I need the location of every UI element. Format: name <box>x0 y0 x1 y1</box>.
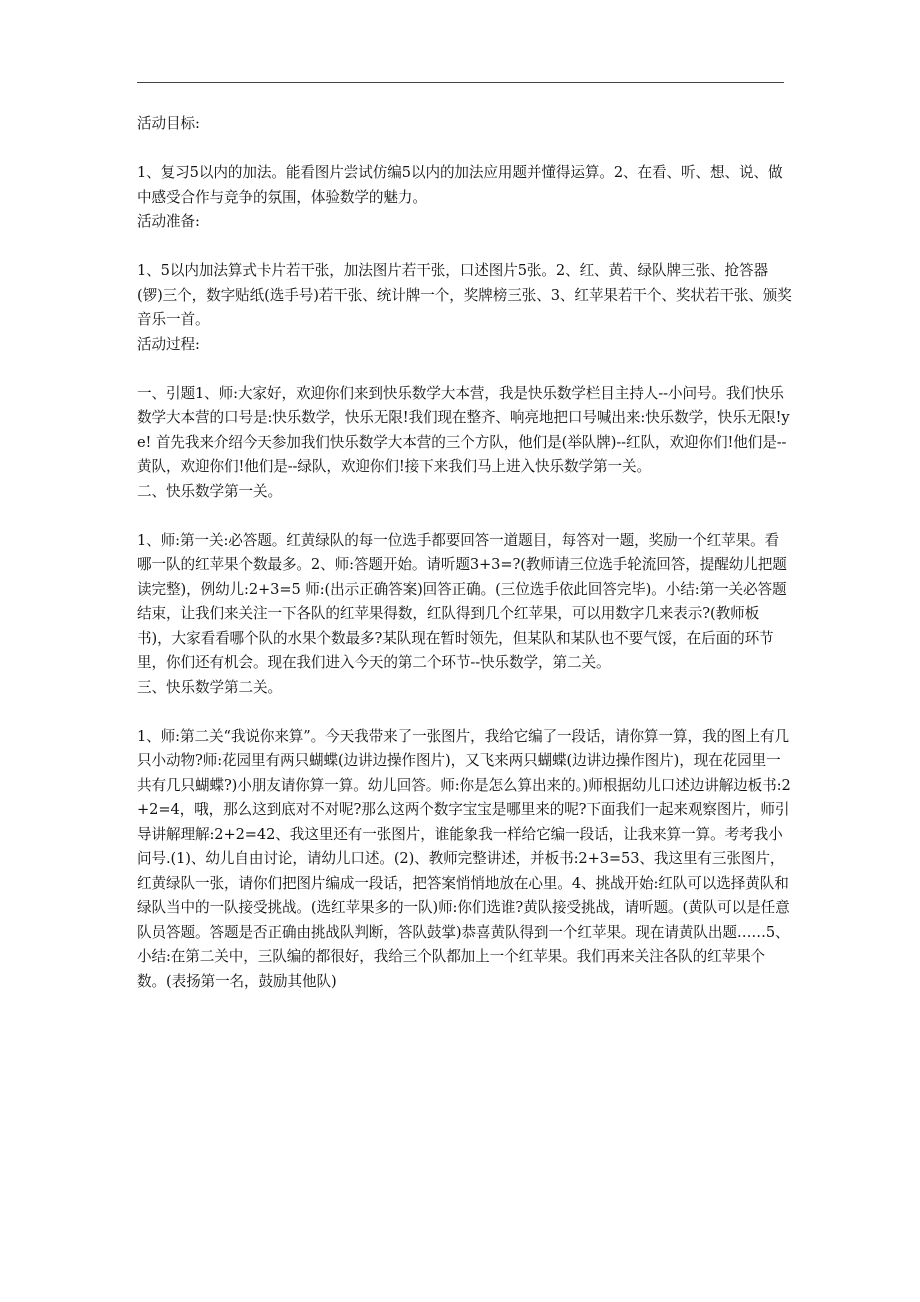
section-heading-level-two: 三、快乐数学第二关。 <box>137 678 282 696</box>
section-body-preparation: 1、5以内加法算式卡片若干张，加法图片若干张，口述图片5张。2、红、黄、绿队牌三张、抢答器(锣)三个，数字贴纸(选手号)若干张、统计牌一个，奖牌榜三张、3、红苹果若干个、奖状若干张、颁奖音乐一首。 <box>137 262 792 328</box>
section-heading-level-one: 二、快乐数学第一关。 <box>137 482 282 500</box>
section-heading-preparation: 活动准备: <box>137 213 200 230</box>
section-body-goals: 1、复习5以内的加法。能看图片尝试仿编5以内的加法应用题并懂得运算。2、在看、听、想、说、做中感受合作与竞争的氛围，体验数学的魅力。 <box>137 164 783 206</box>
section-body-level-two: 1、师:第二关“我说你来算”。今天我带来了一张图片，我给它编了一段话，请你算一算，我的图上有几只小动物?师:花园里有两只蝴蝶(边讲边操作图片)，又飞来两只蝴蝶(边讲边操作图片)，现在花园里一共有几只蝴蝶?)小朋友请你算一算。幼儿回答。师:你是怎么算出来的。)师根据幼儿口述边讲解边板书:2+2=4，哦，那么这到底对不对呢?那么这两个数字宝宝是哪里来的呢?下面我们一起来观察图片，师引导讲解理解:2+2=42、我这里还有一张图片，谁能象我一样给它编一段话，让我来算一算。考考我小问号.(1)、幼儿自由讨论，请幼儿口述。(2)、教师完整讲述，并板书:2+3=53、我这里有三张图片，红黄绿队一张，请你们把图片编成一段话，把答案悄悄地放在心里。4、挑战开始:红队可以选择黄队和绿队当中的一队接受挑战。(选红苹果多的一队)师:你们选谁?黄队接受挑战，请听题。(黄队可以是任意队员答题。答题是否正确由挑战队判断，答队鼓掌)恭喜黄队得到一个红苹果。现在请黄队出题……5、小结:在第二关中，三队编的都很好，我给三个队都加上一个红苹果。我们再来关注各队的红苹果个数。(表扬第一名，鼓励其他队) <box>137 727 791 990</box>
top-divider <box>137 82 784 83</box>
document-body <box>137 112 792 994</box>
section-body-level-one: 1、师:第一关:必答题。红黄绿队的每一位选手都要回答一道题目，每答对一题，奖励一个红苹果。看哪一队的红苹果个数最多。2、师:答题开始。请听题3+3=?(教师请三位选手轮流回答，提醒幼儿把题读完整)，例幼儿:2+3=5 师:(出示正确答案)回答正确。(三位选手依此回答完毕)。小结:第一关必答题结束，让我们来关注一下各队的红苹果得数，红队得到几个红苹果，可以用数字几来表示?(教师板书)，大家看看哪个队的水果个数最多?某队现在暂时领先，但某队和某队也不要气馁，在后面的环节里，你们还有机会。现在我们进入今天的第二个环节--快乐数学，第二关。 <box>137 531 787 671</box>
section-heading-process: 活动过程: <box>137 335 200 353</box>
section-body-intro: 一、引题1、师:大家好，欢迎你们来到快乐数学大本营，我是快乐数学栏目主持人--小问号。我们快乐数学大本营的口号是:快乐数学，快乐无限!我们现在整齐、响亮地把口号喊出来:快乐数学，快乐无限!ye! 首先我来介绍今天参加我们快乐数学大本营的三个方队，他们是(举队牌)--红队，欢迎你们!他们是--黄队，欢迎你们!他们是--绿队，欢迎你们!接下来我们马上进入快乐数学第一关。 <box>137 384 790 475</box>
section-heading-goals: 活动目标: <box>137 115 200 132</box>
